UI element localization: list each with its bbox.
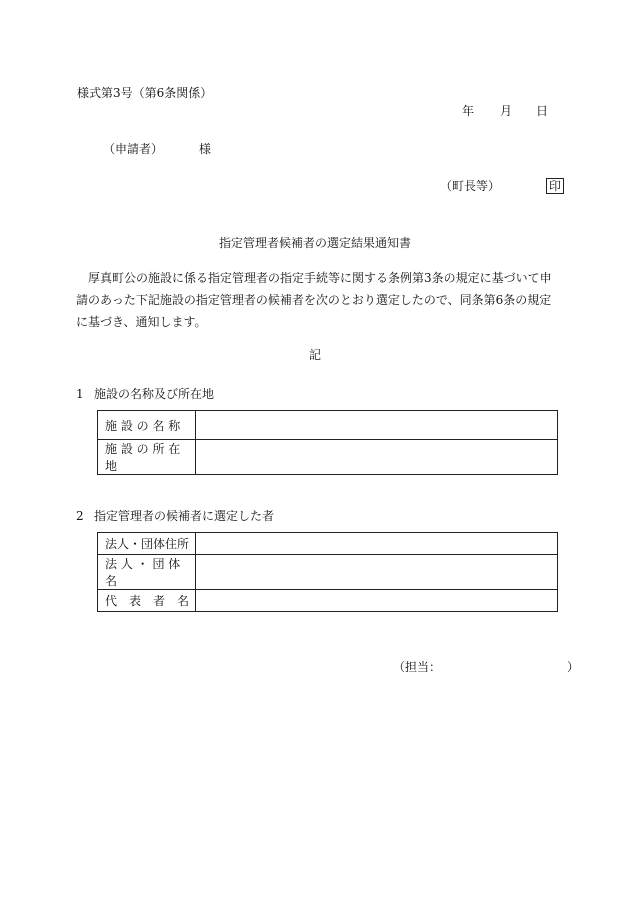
table-row (98, 440, 558, 475)
candidate-table (97, 532, 558, 612)
applicant-line (103, 141, 211, 157)
section2-number: 2 (76, 509, 84, 523)
section1-title: 施設の名称及び所在地 (94, 387, 215, 401)
table-row (98, 533, 558, 555)
section2-title: 指定管理者の候補者に選定した者 (94, 509, 275, 523)
contact-line (393, 659, 579, 675)
org-name-field[interactable] (196, 555, 558, 590)
representative-label: 代 表 者 名 (98, 590, 196, 612)
facility-address-label: 施 設 の 所 在 地 (98, 440, 196, 475)
section1-heading (76, 386, 214, 402)
date-year: 年 (462, 104, 475, 118)
facility-address-field[interactable] (196, 440, 558, 475)
applicant-honorific: 様 (199, 142, 212, 156)
representative-field[interactable] (196, 590, 558, 612)
ki-heading: 記 (308, 348, 321, 362)
section1-number: 1 (76, 387, 84, 401)
org-address-field[interactable] (196, 533, 558, 555)
table-row (98, 411, 558, 440)
facility-name-label: 施 設 の 名 称 (98, 411, 196, 440)
seal-box: 印 (546, 178, 564, 194)
table-row (98, 590, 558, 612)
facility-name-field[interactable] (196, 411, 558, 440)
date-day: 日 (536, 104, 549, 118)
contact-close: ） (567, 660, 580, 674)
body-paragraph: 厚真町公の施設に係る指定管理者の指定手続等に関する条例第3条の規定に基づいて申請のあった下記施設の指定管理者の候補者を次のとおり選定したので、同条第6条の規定に基づき、通知します。 (76, 271, 552, 329)
contact-open: （担当： (393, 660, 436, 674)
org-name-label: 法 人 ・ 団 体 名 (98, 555, 196, 590)
date-month: 月 (500, 104, 513, 118)
mayor-line (440, 178, 564, 194)
section2-heading (76, 508, 274, 524)
org-address-label: 法人・団体住所 (98, 533, 196, 555)
facility-table (97, 410, 558, 475)
applicant-label: （申請者） (103, 142, 164, 156)
table-row (98, 555, 558, 590)
date-line (462, 103, 548, 119)
document-title: 指定管理者候補者の選定結果通知書 (218, 236, 411, 250)
mayor-label: （町長等） (440, 179, 501, 193)
form-number: 様式第3号（第6条関係） (77, 86, 213, 100)
